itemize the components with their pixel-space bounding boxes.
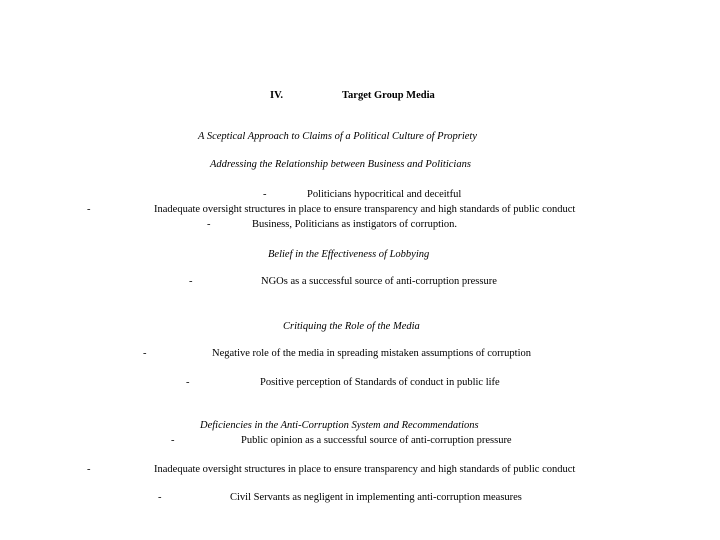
heading-title: Target Group Media xyxy=(342,90,435,101)
list-item: Inadequate oversight structures in place to ensure transparency and high standards of public conduct xyxy=(154,204,576,215)
bullet-dash: - xyxy=(186,377,190,388)
bullet-dash: - xyxy=(189,276,193,287)
bullet-dash: - xyxy=(158,492,162,503)
section-title-sceptical-approach: A Sceptical Approach to Claims of a Political Culture of Propriety xyxy=(198,131,478,142)
list-item: Inadequate oversight structures in place to ensure transparency and high standards of public conduct xyxy=(154,464,576,475)
section-title-lobbying: Belief in the Effectiveness of Lobbying xyxy=(268,249,430,260)
heading-number: IV. xyxy=(270,90,283,101)
bullet-dash: - xyxy=(171,435,175,446)
section-title-media-role: Critiquing the Role of the Media xyxy=(283,321,420,332)
bullet-dash: - xyxy=(143,348,147,359)
list-item: Public opinion as a successful source of anti-corruption pressure xyxy=(241,435,512,446)
list-item: Civil Servants as negligent in implementing anti-corruption measures xyxy=(230,492,522,503)
bullet-dash: - xyxy=(263,189,267,200)
list-item: Business, Politicians as instigators of corruption. xyxy=(252,219,458,230)
section-title-deficiencies: Deficiencies in the Anti-Corruption System and Recommendations xyxy=(200,420,479,431)
section-title-business-politicians: Addressing the Relationship between Business and Politicians xyxy=(210,159,471,170)
bullet-dash: - xyxy=(207,219,211,230)
bullet-dash: - xyxy=(87,204,91,215)
list-item: Positive perception of Standards of conduct in public life xyxy=(260,377,500,388)
bullet-dash: - xyxy=(87,464,91,475)
list-item: NGOs as a successful source of anti-corruption pressure xyxy=(261,276,497,287)
list-item: Politicians hypocritical and deceitful xyxy=(307,189,462,200)
list-item: Negative role of the media in spreading mistaken assumptions of corruption xyxy=(212,348,532,359)
